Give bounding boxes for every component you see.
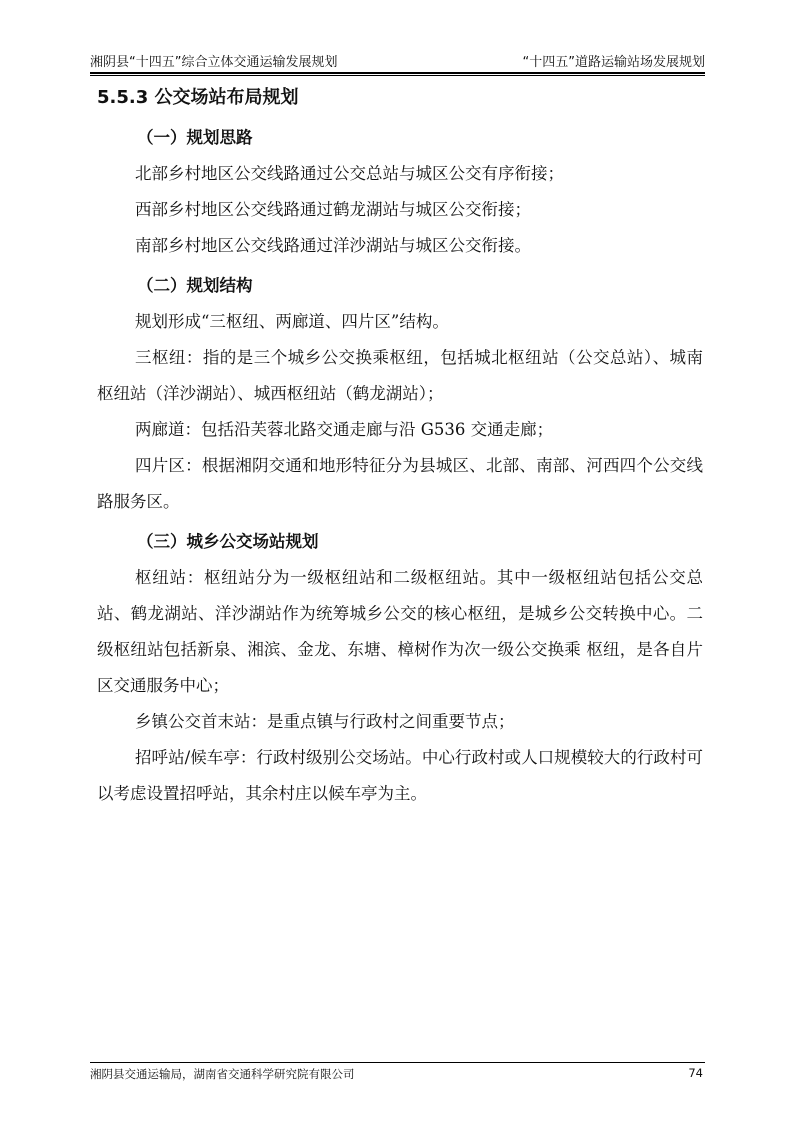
part3-paragraph: 枢纽站：枢纽站分为一级枢纽站和二级枢纽站。其中一级枢纽站包括公交总站、鹤龙湖站、洋沙湖站作为统筹城乡公交的核心枢纽，是城乡公交转换中心。二级枢纽站包括新泉、湘滨、金龙、东塘、樟树作为次一级公交换乘 枢纽，是各自片区交通服务中心； [97, 568, 703, 695]
part2-paragraph: 三枢纽：指的是三个城乡公交换乘枢纽，包括城北枢纽站（公交总站）、城南枢纽站（洋沙湖站）、城西枢纽站（鹤龙湖站）； [97, 348, 703, 403]
part1-heading: （一）规划思路 [137, 128, 253, 147]
part3-heading: （三）城乡公交场站规划 [137, 532, 319, 551]
header-left-title: 湘阴县“十四五”综合立体交通运输发展规划 [90, 55, 338, 70]
section-title: 5.5.3 公交场站布局规划 [97, 87, 299, 108]
part2-paragraph: 四片区：根据湘阴交通和地形特征分为县城区、北部、南部、河西四个公交线路服务区。 [97, 456, 703, 511]
part2-paragraph: 规划形成“三枢纽、两廊道、四片区”结构。 [135, 312, 449, 331]
part1-paragraph: 西部乡村地区公交线路通过鹤龙湖站与城区公交衔接； [135, 200, 531, 219]
header-rule-thin [90, 75, 705, 76]
part2-heading: （二）规划结构 [137, 276, 253, 295]
page-header [90, 48, 705, 70]
footer-rule [90, 1062, 705, 1063]
part1-paragraph: 北部乡村地区公交线路通过公交总站与城区公交有序衔接； [135, 164, 564, 183]
part1-paragraph: 南部乡村地区公交线路通过洋沙湖站与城区公交衔接。 [135, 236, 531, 255]
header-right-title: “十四五”道路运输站场发展规划 [522, 55, 705, 70]
part2-paragraph: 两廊道：包括沿芙蓉北路交通走廊与沿 G536 交通走廊； [135, 420, 554, 439]
footer-organization: 湘阴县交通运输局，湖南省交通科学研究院有限公司 [90, 1067, 355, 1081]
page-content [97, 80, 703, 812]
page-number: 74 [688, 1066, 703, 1080]
header-rule [90, 72, 705, 74]
part3-paragraph: 招呼站/候车亭：行政村级别公交场站。中心行政村或人口规模较大的行政村可以考虑设置招呼站，其余村庄以候车亭为主。 [97, 748, 703, 803]
part3-paragraph: 乡镇公交首末站：是重点镇与行政村之间重要节点； [135, 712, 515, 731]
page-footer [90, 1066, 703, 1082]
